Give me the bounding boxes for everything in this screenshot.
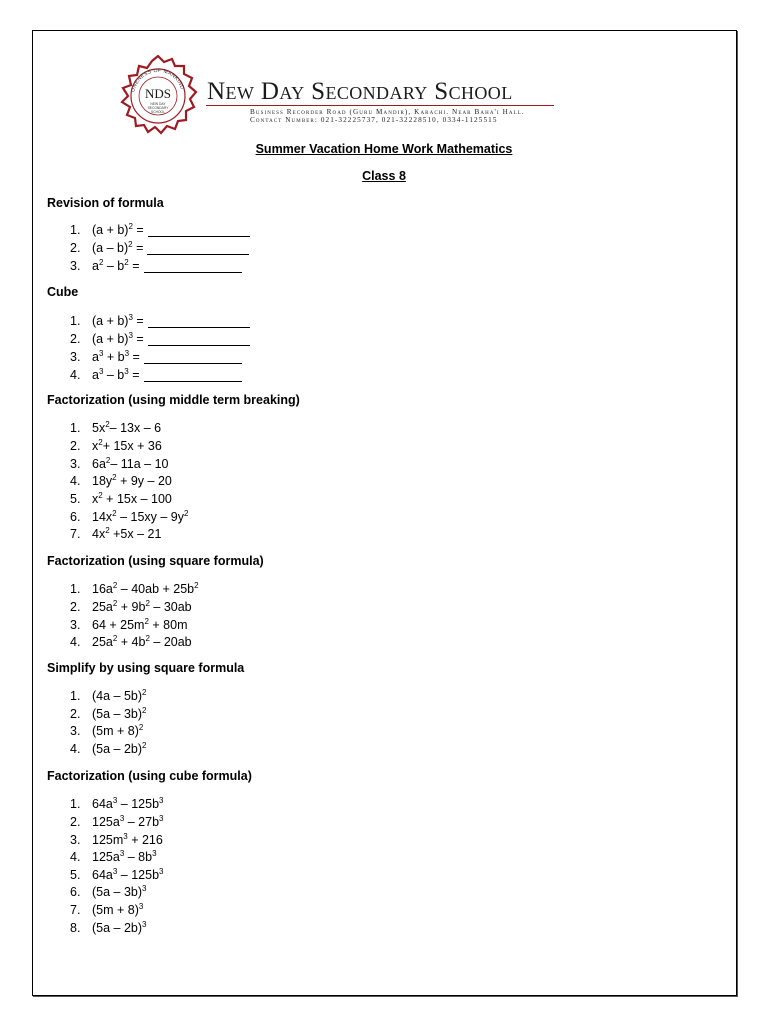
- school-name-text: New Day Secondary School: [207, 78, 513, 105]
- answer-blank-line[interactable]: [147, 242, 249, 255]
- list-item: [70, 258, 242, 275]
- item-number: 6.: [70, 510, 81, 524]
- section-heading: Cube: [47, 285, 79, 299]
- item-number: 3.: [70, 833, 81, 847]
- item-number: 3.: [70, 457, 81, 471]
- section-heading: Simplify by using square formula: [47, 661, 245, 675]
- school-seal-logo: [117, 55, 199, 137]
- item-expression: $125a^3 - 8b^3$: [92, 849, 157, 864]
- svg-text:NEW DAY: NEW DAY: [150, 102, 166, 106]
- item-expression: $64a^3 - 125b^3$: [92, 796, 164, 811]
- list-item: [70, 902, 143, 919]
- item-expression: $4x^2 +5x - 21$: [92, 526, 162, 541]
- class-label: Class 8: [362, 169, 406, 183]
- item-expression: $6a^2-$ 11a – 10: [92, 456, 169, 471]
- item-expression: $a^3 + b^3$ =: [92, 349, 140, 364]
- seal-monogram: NDS: [144, 86, 172, 101]
- list-item: [70, 634, 192, 651]
- section-heading: Revision of formula: [47, 196, 164, 210]
- item-number: 4.: [70, 474, 81, 488]
- answer-blank-line[interactable]: [144, 369, 242, 382]
- list-item: [70, 617, 187, 634]
- document-title: Summer Vacation Home Work Mathematics: [255, 142, 513, 156]
- item-expression: $16a^2 - 40ab + 25b^2$: [92, 581, 199, 596]
- list-item: [70, 349, 242, 366]
- item-expression: $125a^3 - 27b^3$: [92, 814, 164, 829]
- list-item: [70, 581, 199, 598]
- item-number: 5.: [70, 868, 81, 882]
- item-number: 1.: [70, 314, 81, 328]
- list-item: [70, 313, 250, 330]
- item-expression: $a^3 - b^3$ =: [92, 367, 140, 382]
- list-item: [70, 222, 250, 239]
- list-item: [70, 473, 172, 490]
- list-item: [70, 920, 146, 937]
- item-number: 1.: [70, 421, 81, 435]
- item-expression: $18y^2 + 9y - 20$: [92, 473, 172, 488]
- section-heading: Factorization (using middle term breaking): [47, 393, 300, 407]
- item-expression: $(5m + 8)^3$: [92, 902, 144, 917]
- list-item: [70, 240, 249, 257]
- item-number: 3.: [70, 724, 81, 738]
- answer-blank-line[interactable]: [148, 315, 250, 328]
- item-expression: (4a – 5b)$^2$: [92, 688, 147, 703]
- list-item: [70, 526, 161, 543]
- item-expression: $(5m + 8)^2$: [92, 723, 144, 738]
- item-number: 3.: [70, 259, 81, 273]
- list-item: [70, 367, 242, 384]
- item-expression: $25a^2 + 4b^2 - 20ab$: [92, 634, 192, 649]
- list-item: [70, 814, 163, 831]
- answer-blank-line[interactable]: [144, 260, 242, 273]
- item-expression: $64 + 25m^2 + 80m$: [92, 617, 188, 632]
- item-number: 5.: [70, 492, 81, 506]
- answer-blank-line[interactable]: [144, 351, 242, 364]
- item-expression: $(a + b)^3$ =: [92, 331, 144, 346]
- item-expression: (5a – 3b)$^2$: [92, 706, 147, 721]
- list-item: [70, 741, 146, 758]
- item-expression: (5a – 3b)$^3$: [92, 884, 147, 899]
- school-address-block: [250, 108, 525, 124]
- section-heading: Factorization (using square formula): [47, 554, 264, 568]
- item-expression: (a – b)$^2$ =: [92, 240, 144, 255]
- item-expression: $14x^2 - 15xy - 9y^2$: [92, 509, 189, 524]
- item-number: 7.: [70, 527, 81, 541]
- item-expression: $(a + b)^3$ =: [92, 313, 144, 328]
- item-expression: $a^2 - b^2$ =: [92, 258, 140, 273]
- item-expression: (5a – 2b)$^3$: [92, 920, 147, 935]
- item-expression: $5x^2-$ 13x – 6: [92, 420, 162, 435]
- list-item: [70, 884, 146, 901]
- item-number: 7.: [70, 903, 81, 917]
- seal-outer-text: ONENESS OF MANKIND: [130, 67, 186, 93]
- list-item: [70, 438, 162, 455]
- list-item: [70, 509, 188, 526]
- school-name-underline: [206, 105, 554, 106]
- school-contact: Contact Number: 021-32225737, 021-32228510, 0334-1125515: [250, 116, 498, 124]
- list-item: [70, 420, 161, 437]
- item-expression: $125m^3 + 216$: [92, 832, 163, 847]
- item-expression: $x^2 + 15x - 100$: [92, 491, 172, 506]
- list-item: [70, 706, 146, 723]
- item-number: 1.: [70, 689, 81, 703]
- school-name: [207, 78, 513, 106]
- item-number: 8.: [70, 921, 81, 935]
- section-heading: Factorization (using cube formula): [47, 769, 252, 783]
- item-number: 2.: [70, 600, 81, 614]
- item-expression: (5a – 2b)$^2$: [92, 741, 147, 756]
- item-number: 6.: [70, 885, 81, 899]
- item-expression: $(a + b)^2$ =: [92, 222, 144, 237]
- list-item: [70, 491, 172, 508]
- list-item: [70, 867, 163, 884]
- item-number: 2.: [70, 707, 81, 721]
- item-number: 2.: [70, 815, 81, 829]
- item-expression: $x^2+ 15x + 36$: [92, 438, 162, 453]
- item-number: 3.: [70, 618, 81, 632]
- list-item: [70, 849, 157, 866]
- item-number: 4.: [70, 850, 81, 864]
- item-expression: $64a^3 - 125b^3$: [92, 867, 164, 882]
- item-number: 4.: [70, 742, 81, 756]
- item-number: 4.: [70, 368, 81, 382]
- list-item: [70, 796, 163, 813]
- svg-text:SECONDARY: SECONDARY: [147, 106, 169, 110]
- list-item: [70, 599, 192, 616]
- list-item: [70, 688, 146, 705]
- item-number: 4.: [70, 635, 81, 649]
- item-number: 2.: [70, 332, 81, 346]
- list-item: [70, 723, 143, 740]
- list-item: [70, 331, 250, 348]
- list-item: [70, 832, 163, 849]
- answer-blank-line[interactable]: [148, 224, 250, 237]
- svg-text:SCHOOL: SCHOOL: [151, 110, 165, 114]
- item-number: 1.: [70, 223, 81, 237]
- item-number: 1.: [70, 797, 81, 811]
- school-address: Business Recorder Road (Guru Mandir), Karachi. Near Baha'i Hall.: [250, 108, 525, 116]
- list-item: [70, 456, 169, 473]
- item-number: 2.: [70, 241, 81, 255]
- answer-blank-line[interactable]: [148, 333, 250, 346]
- item-number: 2.: [70, 439, 81, 453]
- item-number: 1.: [70, 582, 81, 596]
- item-expression: $25a^2 + 9b^2 - 30ab$: [92, 599, 192, 614]
- item-number: 3.: [70, 350, 81, 364]
